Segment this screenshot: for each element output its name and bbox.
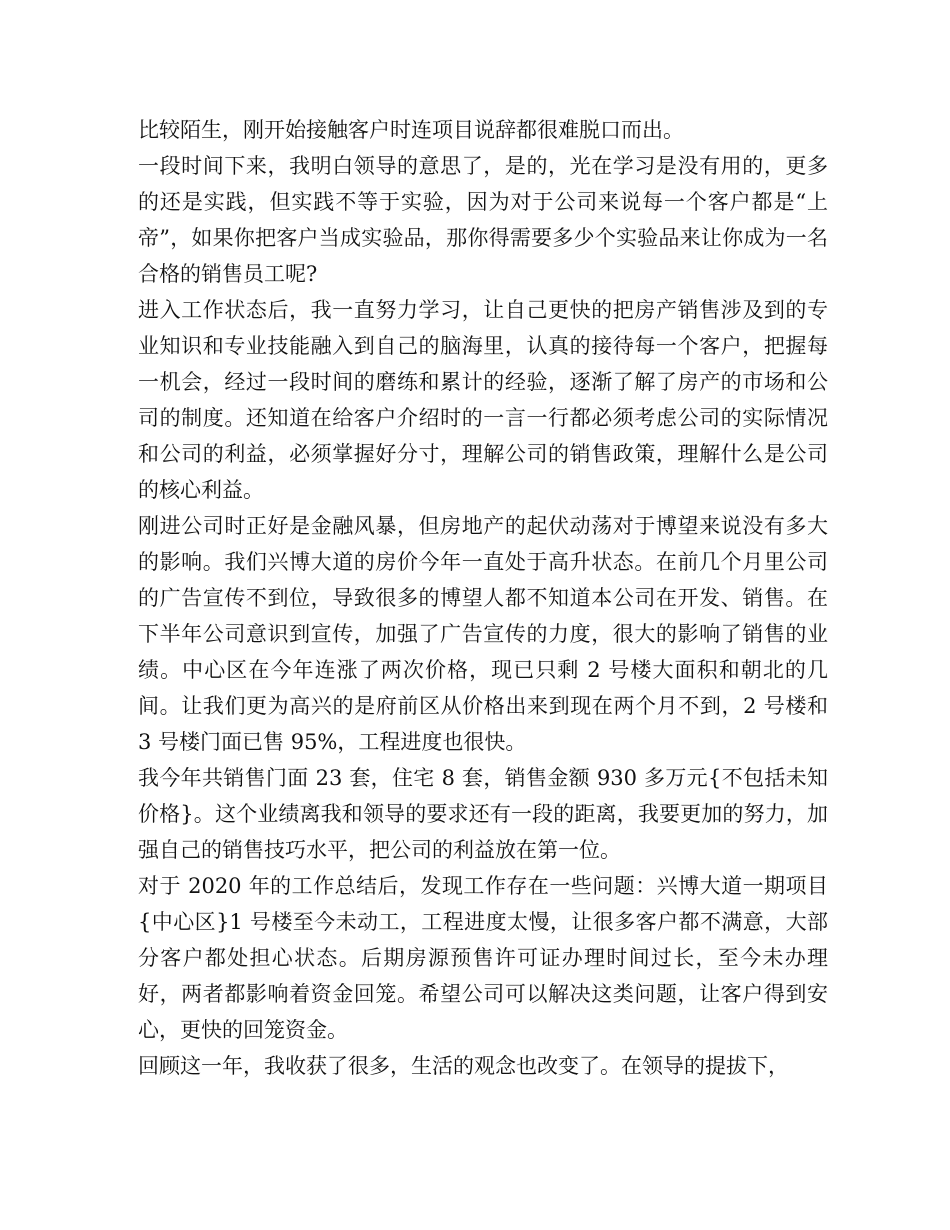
paragraph-1: 比较陌生，刚开始接触客户时连项目说辞都很难脱口而出。 [138,118,684,142]
paragraph-3: 进入工作状态后，我一直努力学习，让自己更快的把房产销售涉及到的专业知识和专业技能融入到自己的脑海里，认真的接待每一个客户，把握每一机会，经过一段时间的磨练和累计的经验，逐渐了解了房产的市场和公司的制度。还知道在给客户介绍时的一言一行都必须考虑公司的实际情况和公司的利益，必须掌握好分寸，理解公司的销售政策，理解什么是公司的核心利益。 [138,298,828,502]
paragraph-4: 刚进公司时正好是金融风暴，但房地产的起伏动荡对于博望来说没有多大的影响。我们兴博大道的房价今年一直处于高升状态。在前几个月里公司的广告宣传不到位，导致很多的博望人都不知道本公司在开发、销售。在下半年公司意识到宣传，加强了广告宣传的力度，很大的影响了销售的业绩。中心区在今年连涨了两次价格，现已只剩 2 号楼大面积和朝北的几间。让我们更为高兴的是府前区从价格出来到现在两个月不到，2 号楼和 3 号楼门面已售 95%，工程进度也很快。 [138,514,828,754]
paragraph-7: 回顾这一年，我收获了很多，生活的观念也改变了。在领导的提拔下， [138,1054,789,1078]
document-body [138,112,828,1084]
paragraph-2: 一段时间下来，我明白领导的意思了，是的，光在学习是没有用的，更多的还是实践，但实践不等于实验，因为对于公司来说每一个客户都是“上帝”，如果你把客户当成实验品，那你得需要多少个实验品来让你成为一名合格的销售员工呢? [138,154,828,286]
paragraph-6: 对于 2020 年的工作总结后，发现工作存在一些问题：兴博大道一期项目{中心区}1 号楼至今未动工，工程进度太慢，让很多客户都不满意，大部分客户都处担心状态。后期房源预售许可证办理时间过长，至今未办理好，两者都影响着资金回笼。希望公司可以解决这类问题，让客户得到安心，更快的回笼资金。 [138,874,828,1042]
paragraph-5: 我今年共销售门面 23 套，住宅 8 套，销售金额 930 多万元{不包括未知价格}。这个业绩离我和领导的要求还有一段的距离，我要更加的努力，加强自己的销售技巧水平，把公司的利益放在第一位。 [138,766,828,862]
